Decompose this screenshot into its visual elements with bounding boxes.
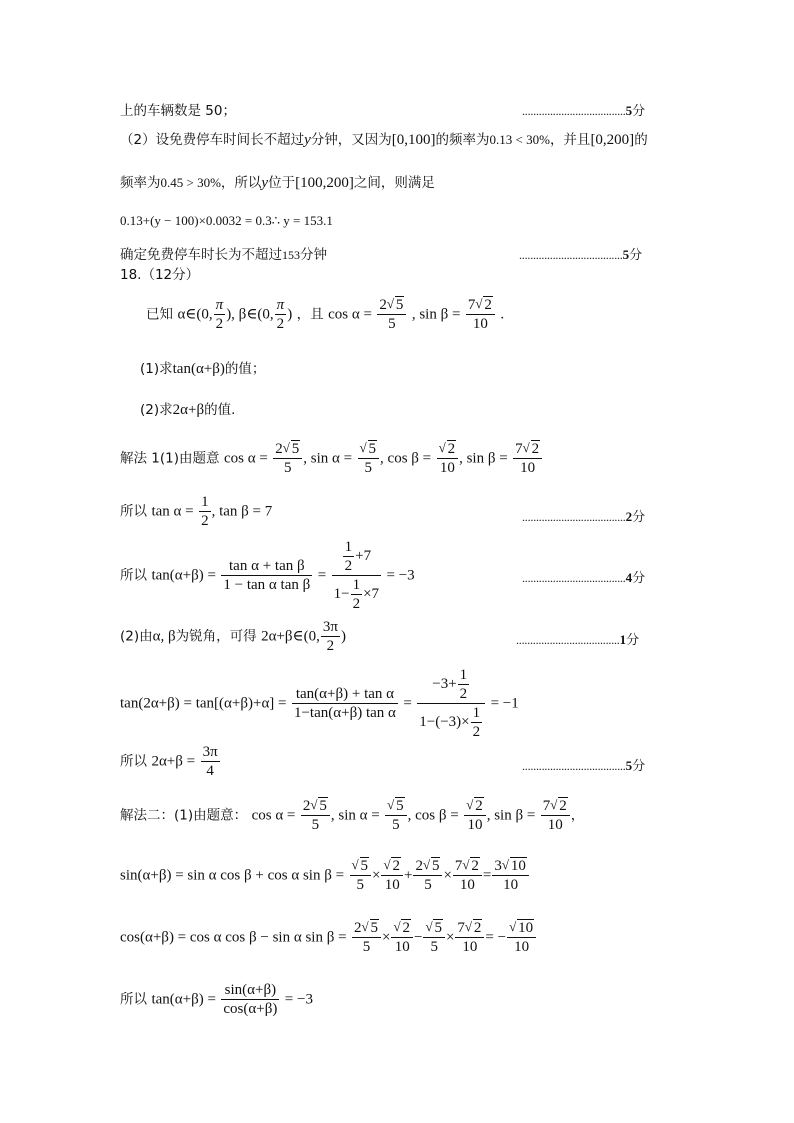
question-1: (1)求tan(α+β)的值；: [140, 361, 266, 377]
problem-18-title: 18.（12分）: [120, 267, 200, 283]
solution1-tan-sum: 所以 tan(α+β) = $\frac{\text{tan α + tan β}}{\text{1 − tan α tan β}}$ = $\frac{1}{2}$ +7 1− $\frac{1}{2}$ ×7 = −3: [120, 539, 415, 612]
solution1-given: 解法 1(1)由题意 cos α = $\frac{2√ 5}{5}$ , sin α = √ $\frac{5}{5}$ , cos β = √ $\frac{2}{10}$ , sin β = $\frac{7√ 2}{10}$: [120, 440, 543, 477]
solution2-cos-sum: cos(α+β) = cos α cos β − sin α sin β = $\frac{2√ 5}{5}$ × √ $\frac{2}{10}$ − √ $\frac{5}{5}$ × $\frac{7√ 2}{10}$ = − √ $\frac{10}{10}$: [120, 919, 537, 956]
part2-frequency: 频率为0.45 > 30%，所以y位于[100,200]之间，则满足: [120, 175, 435, 191]
score-line-1: .....................................5分: [522, 103, 645, 119]
problem-18-given: 已知 α∈(0, $\frac{\pi}{2}$ ), β∈(0, $\frac{\pi}{2}$ ) ，且 cos α = $\frac{2√ 5}{5}$ , sin β = $\frac{7√ 2}{10}$ .: [146, 296, 504, 333]
line-vehicle-count: 上的车辆数是 50；: [120, 103, 236, 119]
score-line-11: .....................................2分: [522, 509, 645, 525]
solution1-result: 所以 2α+β = $\frac{3\pi}{4}$: [120, 744, 218, 779]
score-line-5: .....................................5分: [519, 247, 642, 263]
equation-y: 0.13+(y − 100)×0.0032 = 0.3∴ y = 153.1: [120, 213, 333, 228]
solution1-tan-2a-b: tan(2α+β) = tan[(α+β)+α] = $\frac{\text{tan(α+β) + tan α}}{\text{1−tan(α+β) tan α}}$ = −3+ $\frac{1}{2}$ 1−(−3)× $\frac{1}{2}$ = −1: [120, 667, 519, 740]
part2-statement: （2）设免费停车时间长不超过y分钟，又因为[0,100]的频率为0.13 < 30%，并且[0,200]的: [120, 132, 648, 148]
solution2-tan-sum: 所以 tan(α+β) = $\frac{\sin(\alpha+\beta)}{\cos(\alpha+\beta)}$ = −3: [120, 982, 313, 1017]
conclusion-parking: 确定免费停车时长为不超过153分钟: [120, 247, 327, 263]
score-line-12: .....................................4分: [522, 570, 645, 586]
solution2-sin-sum: sin(α+β) = sin α cos β + cos α sin β = √ $\frac{5}{5}$ × √ $\frac{2}{10}$ + $\frac{2√ 5}{5}$ × $\frac{7√ 2}{10}$ = $\frac{3√ 10}{10}$: [120, 857, 530, 894]
solution1-tan-values: 所以 tan α = $\frac{1}{2}$ , tan β = 7: [120, 494, 273, 529]
solution2-given: 解法二：(1)由题意： cos α = $\frac{2√ 5}{5}$ , sin α = √ $\frac{5}{5}$ , cos β = √ $\frac{2}{10}$ , sin β = $\frac{7√ 2}{10}$ ，: [120, 797, 584, 834]
question-2: (2)求2α+β的值.: [140, 402, 236, 418]
score-line-13: .....................................1分: [516, 632, 639, 648]
score-line-15: .....................................5分: [522, 758, 645, 774]
solution1-range: (2)由α, β为锐角，可得 2α+β∈(0, $\frac{3\pi}{2}$ ): [120, 619, 346, 654]
